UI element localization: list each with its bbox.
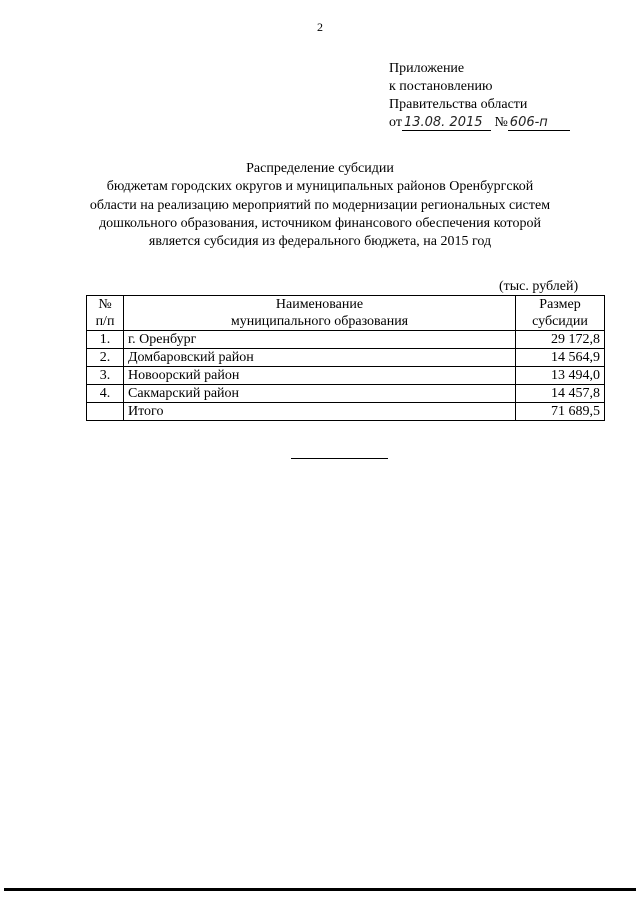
subsidy-table [86, 295, 605, 421]
row-value: 13 494,0 [516, 367, 605, 385]
footer-rule [4, 888, 636, 891]
appendix-line-1: Приложение [389, 61, 465, 76]
row-name: Новоорский район [124, 367, 516, 385]
number-label: № [494, 115, 508, 130]
title-line-3: области на реализацию мероприятий по модернизации региональных систем [89, 197, 551, 213]
end-divider [291, 458, 388, 459]
header-num-line-2: п/п [95, 314, 115, 329]
row-name: г. Оренбург [124, 331, 516, 349]
row-name: Домбаровский район [124, 349, 516, 367]
row-num: 2. [87, 349, 124, 367]
table-header-row [87, 296, 605, 331]
handwritten-number: 606-п [508, 115, 570, 131]
header-size [516, 296, 605, 331]
header-name-line-2: муниципального образования [230, 314, 409, 329]
header-name-line-1: Наименование [275, 297, 364, 312]
units-label: (тыс. рублей) [499, 279, 579, 294]
title-line-1: Распределение субсидии [246, 161, 394, 176]
total-value: 71 689,5 [516, 403, 605, 421]
header-size-line-1: Размер [539, 297, 581, 312]
title-line-4: дошкольного образования, источником финансового обеспечения которой [99, 215, 541, 231]
row-name: Сакмарский район [124, 385, 516, 403]
row-value: 14 457,8 [516, 385, 605, 403]
appendix-date-line [389, 114, 570, 132]
total-label: Итого [124, 403, 516, 421]
row-num: 4. [87, 385, 124, 403]
table-total-row [87, 403, 605, 421]
row-num: 1. [87, 331, 124, 349]
row-value: 14 564,9 [516, 349, 605, 367]
table-row [87, 385, 605, 403]
table-row [87, 331, 605, 349]
title-line-2: бюджетам городских округов и муниципальных районов Оренбургской [106, 179, 534, 195]
row-num: 3. [87, 367, 124, 385]
table-row [87, 349, 605, 367]
row-value: 29 172,8 [516, 331, 605, 349]
table-row [87, 367, 605, 385]
appendix-line-3: Правительства области [389, 97, 528, 112]
title-line-5: является субсидия из федерального бюджета, на 2015 год [148, 234, 492, 250]
appendix-block [389, 60, 570, 132]
header-name [124, 296, 516, 331]
appendix-line-2: к постановлению [389, 79, 493, 94]
page-number: 2 [317, 20, 323, 34]
document-title [0, 160, 640, 251]
handwritten-date: 13.08. 2015 [402, 115, 491, 131]
header-num [87, 296, 124, 331]
total-num [87, 403, 124, 421]
header-num-line-1: № [98, 297, 112, 312]
header-size-line-2: субсидии [532, 314, 588, 329]
from-label: от [389, 115, 402, 130]
